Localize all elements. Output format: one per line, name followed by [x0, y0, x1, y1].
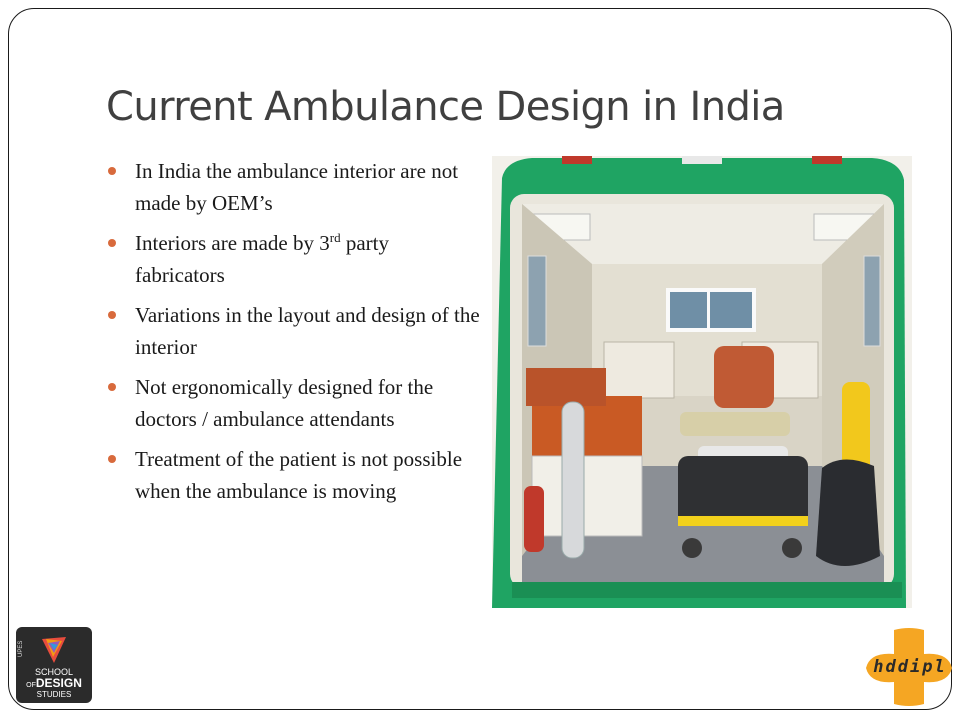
hddipl-logo — [864, 628, 954, 708]
logo-design: DESIGN — [35, 676, 82, 690]
bullet-dot-icon — [108, 167, 116, 175]
logo-line-school: SCHOOL — [34, 667, 73, 677]
bullet-item — [108, 443, 480, 507]
bullet-list — [108, 155, 480, 515]
logo-of: OF — [26, 682, 36, 689]
bullet-text: Treatment of the patient is not possible when the ambulance is moving — [135, 447, 463, 503]
slide-title: Current Ambulance Design in India — [106, 84, 785, 130]
palette-icon — [38, 633, 70, 665]
bullet-text: In India the ambulance interior are not made by OEM’s — [135, 159, 459, 215]
bullet-dot-icon — [108, 455, 116, 463]
bullet-item — [108, 299, 480, 363]
school-of-design-logo — [16, 627, 92, 703]
bullet-dot-icon — [108, 239, 116, 247]
ambulance-interior-photo — [492, 156, 912, 608]
bullet-superscript: rd — [329, 230, 341, 245]
bullet-item — [108, 155, 480, 219]
bullet-item — [108, 371, 480, 435]
bullet-text: Interiors are made by 3 — [135, 231, 330, 255]
ambulance-illustration — [492, 156, 912, 608]
logo-vertical-text: UPES — [18, 640, 24, 657]
bullet-text: Variations in the layout and design of the interior — [135, 303, 480, 359]
bullet-text: Not ergonomically designed for the doctors / ambulance attendants — [135, 375, 434, 431]
bullet-dot-icon — [108, 311, 116, 319]
bullet-text: party fabricators — [135, 231, 390, 287]
hddipl-wordmark: hddipl — [873, 657, 947, 677]
bullet-item — [108, 227, 480, 291]
bullet-dot-icon — [108, 383, 116, 391]
logo-line-design — [16, 676, 92, 690]
logo-line-studies: STUDIES — [36, 690, 72, 699]
